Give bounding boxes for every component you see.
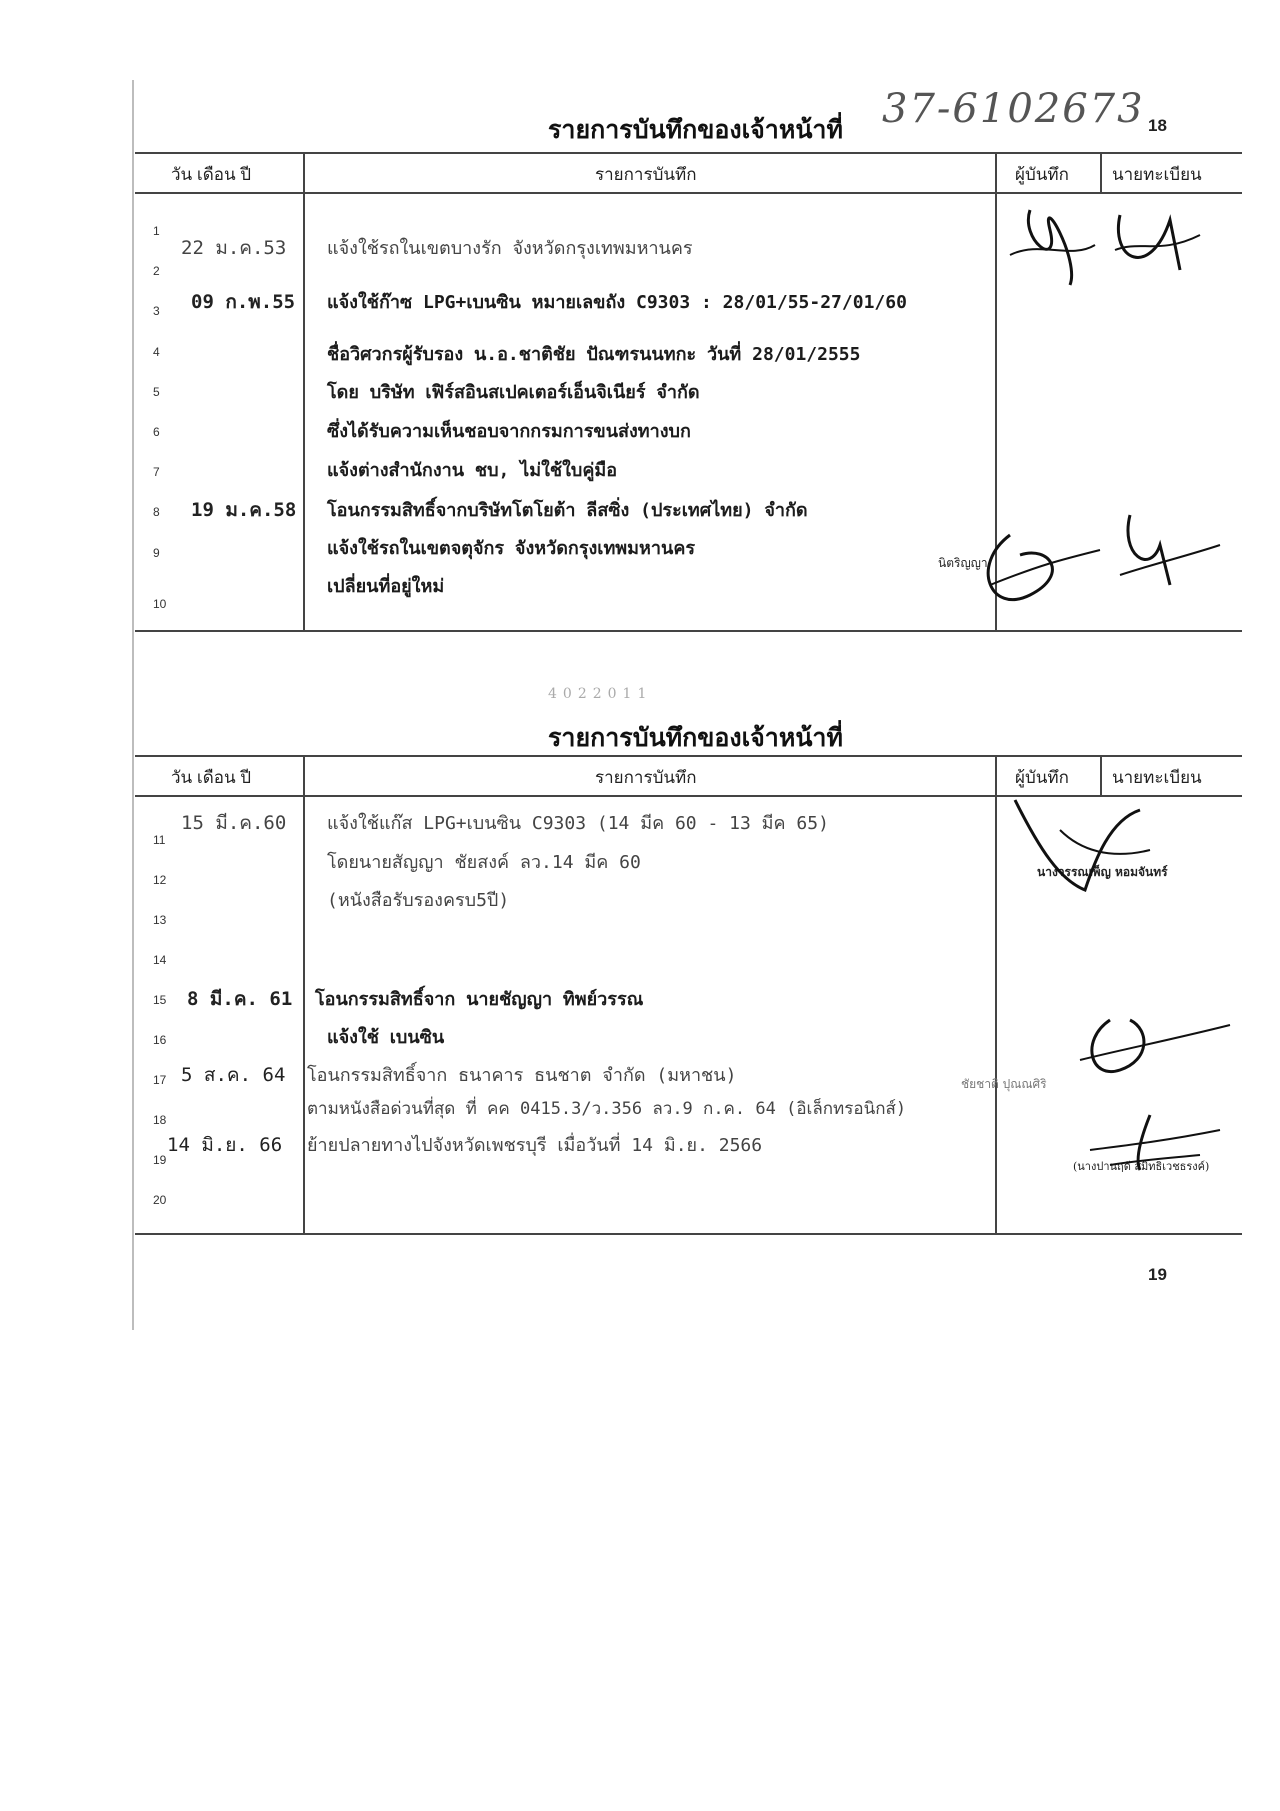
signer-name-1: นางวรรณเพ็ญ หอมจันทร์ xyxy=(1037,865,1168,879)
middle-number: 4022011 xyxy=(548,686,653,702)
col-registrar-header: นายทะเบียน xyxy=(1112,165,1202,184)
signer-name-3: (นางปานฤดี สมิทธิเวชธรงค์) xyxy=(1073,1160,1210,1173)
entry-text: โอนกรรมสิทธิ์จาก ธนาคาร ธนชาต จำกัด (มหาชน) xyxy=(307,1065,737,1086)
page-edge xyxy=(132,80,134,1330)
line-number: 17 xyxy=(153,1073,167,1087)
col-entry-header: รายการบันทึก xyxy=(595,768,697,787)
entry-text: ตามหนังสือด่วนที่สุด ที่ คค 0415.3/ว.356 ลว.9 ก.ค. 64 (อิเล็กทรอนิกส์) xyxy=(307,1099,907,1119)
line-number: 12 xyxy=(153,873,167,887)
entry-date: 09 ก.พ.55 xyxy=(191,291,296,313)
line-number: 14 xyxy=(153,953,167,967)
entry-text: แจ้งใช้รถในเขตบางรัก จังหวัดกรุงเทพมหานคร xyxy=(327,238,693,259)
col-date-header: วัน เดือน ปี xyxy=(171,768,252,787)
line-number: 15 xyxy=(153,993,167,1007)
line-number: 10 xyxy=(153,597,167,611)
entry-text: ย้ายปลายทางไปจังหวัดเพชรบุรี เมื่อวันที่ 14 มิ.ย. 2566 xyxy=(307,1135,763,1156)
entry-date: 15 มี.ค.60 xyxy=(181,812,287,834)
entry-text: (หนังสือรับรองครบ5ปี) xyxy=(327,890,510,911)
line-number: 19 xyxy=(153,1153,167,1167)
handwritten-number: 37-6102673 xyxy=(882,86,1145,132)
entry-text: แจ้งต่างสำนักงาน ชบ, ไม่ใช้ใบคู่มือ xyxy=(327,460,618,481)
line-number: 13 xyxy=(153,913,167,927)
divider-recorder xyxy=(1100,755,1102,795)
signature-top-2 xyxy=(950,505,1230,655)
entry-text: เปลี่ยนที่อยู่ใหม่ xyxy=(327,576,445,597)
page-number-bottom: 19 xyxy=(1148,1265,1167,1284)
divider-recorder xyxy=(1100,152,1102,192)
line-number: 6 xyxy=(153,425,160,439)
line-number: 8 xyxy=(153,505,160,519)
page-number-top: 18 xyxy=(1148,116,1167,135)
line-number: 4 xyxy=(153,345,160,359)
entry-text: ชื่อวิศวกรผู้รับรอง น.อ.ชาติชัย ปัณฑรนนทกะ วันที่ 28/01/2555 xyxy=(327,344,861,365)
line-number: 16 xyxy=(153,1033,167,1047)
entry-text: แจ้งใช้รถในเขตจตุจักร จังหวัดกรุงเทพมหานคร xyxy=(327,538,696,559)
line-number: 18 xyxy=(153,1113,167,1127)
signature-bottom-3 xyxy=(1080,1110,1230,1180)
entry-date: 14 มิ.ย. 66 xyxy=(167,1134,283,1156)
entry-date: 5 ส.ค. 64 xyxy=(181,1064,286,1086)
divider-date xyxy=(303,755,305,1235)
recorder-name-label: นิตริญญา xyxy=(938,556,988,570)
entry-text: แจ้งใช้ก๊าซ LPG+เบนซิน หมายเลขถัง C9303 : 28/01/55-27/01/60 xyxy=(327,292,907,313)
line-number: 7 xyxy=(153,465,160,479)
col-recorder-header: ผู้บันทึก xyxy=(1015,768,1069,787)
col-registrar-header: นายทะเบียน xyxy=(1112,768,1202,787)
entry-date: 8 มี.ค. 61 xyxy=(187,988,293,1010)
entry-text: ซึ่งได้รับความเห็นชอบจากกรมการขนส่งทางบก xyxy=(327,421,691,442)
col-entry-header: รายการบันทึก xyxy=(595,165,697,184)
entry-text: โอนกรรมสิทธิ์จากบริษัทโตโยต้า ลีสซิ่ง (ประเทศไทย) จำกัด xyxy=(327,500,808,521)
signature-top-1 xyxy=(1000,200,1240,300)
entry-text: โดยนายสัญญา ชัยสงค์ ลว.14 มีค 60 xyxy=(327,852,641,873)
signer-name-2: ชัยชาติ ปุณณศิริ xyxy=(961,1077,1047,1091)
col-date-header: วัน เดือน ปี xyxy=(171,165,252,184)
line-number: 20 xyxy=(153,1193,167,1207)
line-number: 2 xyxy=(153,264,160,278)
entry-text: โอนกรรมสิทธิ์จาก นายชัญญา ทิพย์วรรณ xyxy=(315,989,644,1010)
col-recorder-header: ผู้บันทึก xyxy=(1015,165,1069,184)
entry-text: โดย บริษัท เฟิร์สอินสเปคเตอร์เอ็นจิเนียร์ จำกัด xyxy=(327,382,700,403)
line-number: 3 xyxy=(153,304,160,318)
entry-date: 19 ม.ค.58 xyxy=(191,499,297,521)
table-header-top xyxy=(135,152,1242,194)
page-title-top: รายการบันทึกของเจ้าหน้าที่ xyxy=(548,115,843,144)
line-number: 11 xyxy=(153,833,166,847)
divider-entry xyxy=(995,755,997,1235)
entry-text: แจ้งใช้แก๊ส LPG+เบนซิน C9303 (14 มีค 60 - 13 มีค 65) xyxy=(327,813,829,834)
line-number: 9 xyxy=(153,546,160,560)
signature-bottom-2 xyxy=(1060,1000,1240,1100)
entry-text: แจ้งใช้ เบนซิน xyxy=(327,1027,445,1048)
line-number: 5 xyxy=(153,385,160,399)
table-bottom-bottom xyxy=(135,1233,1242,1235)
entry-date: 22 ม.ค.53 xyxy=(181,237,287,259)
line-number: 1 xyxy=(153,224,160,238)
page-title-bottom: รายการบันทึกของเจ้าหน้าที่ xyxy=(548,723,843,752)
divider-date xyxy=(303,152,305,632)
signature-bottom-1 xyxy=(1000,790,1200,900)
